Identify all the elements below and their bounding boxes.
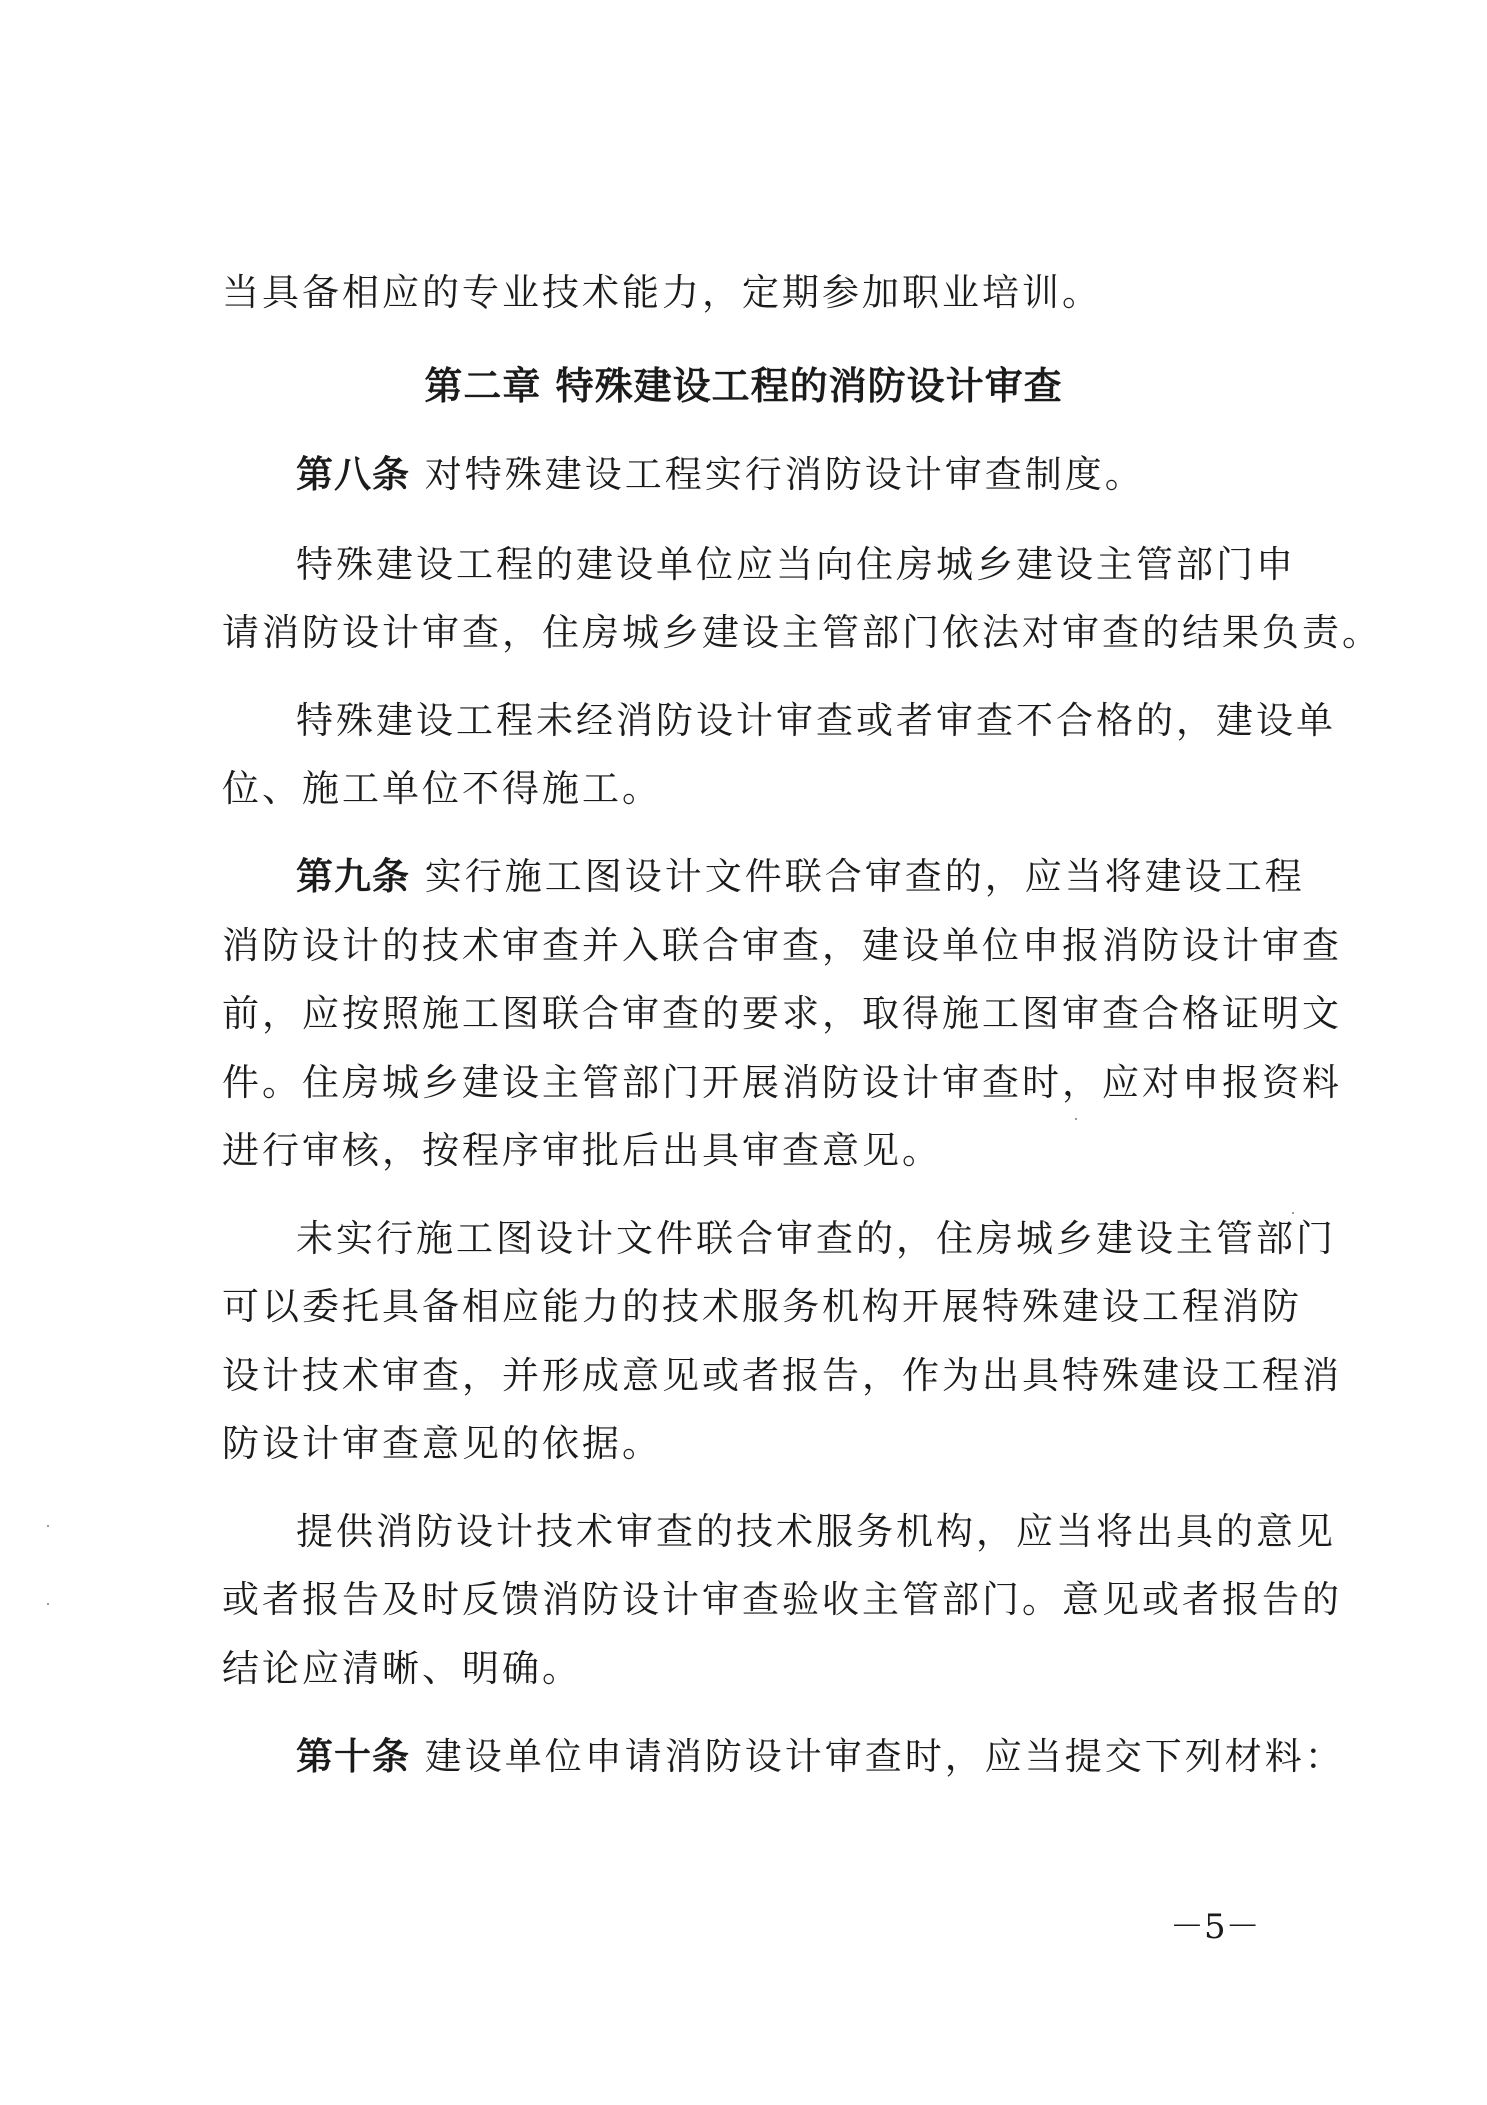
paragraph-line: 请消防设计审查，住房城乡建设主管部门依法对审查的结果负责。 — [222, 611, 1382, 654]
paragraph-line: 结论应清晰、明确。 — [222, 1647, 582, 1690]
paragraph-line: 特殊建设工程未经消防设计审查或者审查不合格的，建设单 — [296, 699, 1336, 742]
article-8-label: 第八条 — [296, 453, 410, 496]
article-9-text: 实行施工图设计文件联合审查的，应当将建设工程 — [424, 855, 1305, 898]
paragraph-continuation-line: 当具备相应的专业技术能力，定期参加职业培训。 — [222, 271, 1102, 314]
paragraph-line: 设计技术审查，并形成意见或者报告，作为出具特殊建设工程消 — [222, 1354, 1342, 1397]
article-10-text: 建设单位申请消防设计审查时，应当提交下列材料： — [424, 1735, 1345, 1778]
scan-speck — [1075, 1118, 1077, 1120]
article-9-line — [296, 854, 1305, 900]
article-9-label: 第九条 — [296, 855, 410, 898]
paragraph-line: 前，应按照施工图联合审查的要求，取得施工图审查合格证明文 — [222, 992, 1342, 1035]
article-8-line — [296, 452, 1145, 498]
paragraph-line: 未实行施工图设计文件联合审查的，住房城乡建设主管部门 — [296, 1217, 1336, 1260]
paragraph-line: 或者报告及时反馈消防设计审查验收主管部门。意见或者报告的 — [222, 1578, 1342, 1621]
article-10-line — [296, 1734, 1345, 1780]
paragraph-line: 提供消防设计技术审查的技术服务机构，应当将出具的意见 — [296, 1510, 1336, 1553]
paragraph-line: 件。住房城乡建设主管部门开展消防设计审查时，应对申报资料 — [222, 1061, 1342, 1104]
paragraph-line: 防设计审查意见的依据。 — [222, 1422, 662, 1465]
page-number: －5－ — [1170, 1907, 1260, 1947]
paragraph-line: 消防设计的技术审查并入联合审查，建设单位申报消防设计审查 — [222, 924, 1342, 967]
article-10-label: 第十条 — [296, 1735, 410, 1778]
paragraph-line: 进行审核，按程序审批后出具审查意见。 — [222, 1129, 942, 1172]
paragraph-line: 特殊建设工程的建设单位应当向住房城乡建设主管部门申 — [296, 543, 1296, 586]
paragraph-line: 可以委托具备相应能力的技术服务机构开展特殊建设工程消防 — [222, 1285, 1302, 1328]
paragraph-line: 位、施工单位不得施工。 — [222, 767, 662, 810]
chapter-title: 第二章 特殊建设工程的消防设计审查 — [424, 364, 1063, 408]
scan-speck — [47, 1603, 49, 1605]
scan-speck — [47, 1525, 49, 1527]
scan-speck — [1292, 1212, 1294, 1214]
article-8-text: 对特殊建设工程实行消防设计审查制度。 — [424, 453, 1145, 496]
